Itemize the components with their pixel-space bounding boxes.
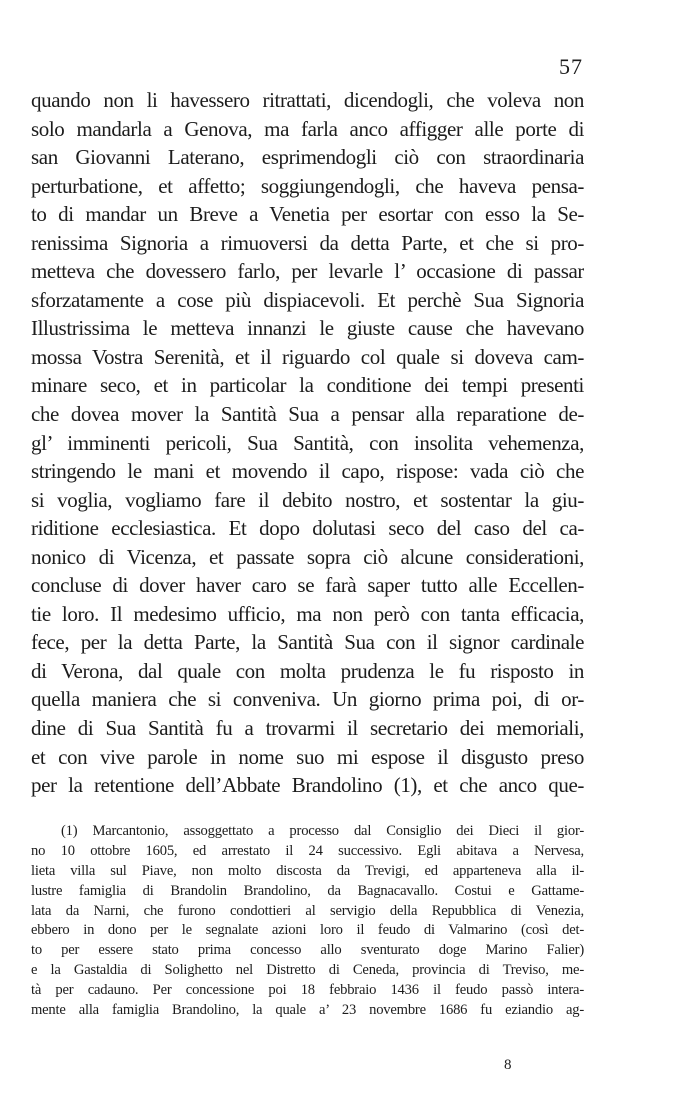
text-line: fece, per la detta Parte, la Santità Sua con il signor cardinale (31, 630, 584, 655)
text-line: stringendo le mani et movendo il capo, rispose: vada ciò che (31, 459, 584, 484)
signature-mark: 8 (504, 1057, 512, 1073)
text-line: Illustrissima le metteva innanzi le giuste cause che havevano (31, 316, 584, 341)
footnote (31, 822, 584, 1021)
footnote-line: to per essere stato prima concesso allo sventurato doge Marino Falier) (31, 942, 584, 959)
text-line: et con vive parole in nome suo mi espose il disgusto preso (31, 744, 584, 769)
text-line: tie loro. Il medesimo ufficio, ma non però con tanta efficacia, (31, 601, 584, 626)
text-line: di Verona, dal quale con molta prudenza le fu risposto in (31, 658, 584, 683)
footnote-line: (1) Marcantonio, assoggettato a processo dal Consiglio dei Dieci il gior- (61, 823, 584, 839)
text-line: sforzatamente a cose più dispiacevoli. Et perchè Sua Signoria (31, 287, 584, 312)
footnote-line: lata da Narni, che furono condottieri al servigio della Repubblica di Venezia, (31, 902, 584, 919)
text-line: to di mandar un Breve a Venetia per esortar con esso la Se- (31, 202, 584, 227)
main-text (31, 86, 584, 800)
text-line: si voglia, vogliamo fare il debito nostro, et sostentar la giu- (31, 487, 584, 512)
footnote-line: lieta villa sul Piave, non molto discosta da Trevigi, ed apparteneva alla il- (31, 862, 584, 879)
text-line: quella maniera che si conveniva. Un giorno prima poi, di or- (31, 687, 584, 712)
page-number: 57 (559, 54, 583, 79)
text-line: concluse di dover haver caro se farà saper tutto alle Eccellen- (31, 573, 584, 598)
text-line: quando non li havessero ritrattati, dicendogli, che voleva non (31, 88, 584, 112)
text-line: gl’ imminenti pericoli, Sua Santità, con insolita vehemenza, (31, 430, 584, 455)
text-line: per la retentione dell’Abbate Brandolino (1), et che anco que- (31, 773, 584, 798)
text-line: riditione ecclesiastica. Et dopo dolutasi seco del caso del ca- (31, 516, 584, 541)
footnote-line: e la Gastaldia di Solighetto nel Distretto di Ceneda, provincia di Treviso, me- (31, 962, 584, 979)
footnote-line: lustre famiglia di Brandolin Brandolino, da Bagnacavallo. Costui e Gattame- (31, 882, 584, 899)
text-line: nonico di Vicenza, et passate sopra ciò alcune considerationi, (31, 544, 584, 569)
text-line: renissima Signoria a rimuoversi da detta Parte, et che si pro- (31, 230, 584, 255)
footnote-line: mente alla famiglia Brandolino, la quale a’ 23 novembre 1686 fu eziandio ag- (31, 1002, 584, 1019)
text-line: solo mandarla a Genova, ma farla anco affigger alle porte di (31, 116, 584, 141)
text-line: perturbatione, et affetto; soggiungendogli, che haveva pensa- (31, 173, 584, 198)
text-line: dine di Sua Santità fu a trovarmi il secretario dei memoriali, (31, 716, 584, 741)
text-line: che dovea mover la Santità Sua a pensar alla reparatione de- (31, 402, 584, 427)
text-line: mossa Vostra Serenità, et il riguardo col quale si doveva cam- (31, 344, 584, 369)
text-line: san Giovanni Laterano, esprimendogli ciò con straordinaria (31, 145, 584, 170)
footnote-line: tà per cadauno. Per concessione poi 18 febbraio 1436 il feudo passò intera- (31, 982, 584, 999)
footnote-line: no 10 ottobre 1605, ed arrestato il 24 successivo. Egli abitava a Nervesa, (31, 842, 584, 859)
text-line: metteva che dovessero farlo, per levarle l’ occasione di passar (31, 259, 584, 284)
footnote-line: ebbero in dono per le segnalate azioni loro il feudo di Valmarino (così det- (31, 922, 584, 939)
text-line: minare seco, et in particolar la conditione dei tempi presenti (31, 373, 584, 398)
